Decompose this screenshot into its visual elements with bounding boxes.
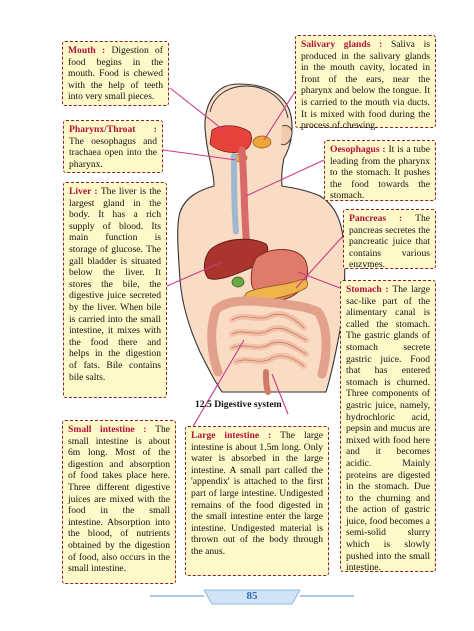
oesophagus-box: Oesophagus : It is a tube leading from the pharynx to the stomach. It pushes the food towards the stomach. — [324, 140, 436, 201]
oesophagus-title: Oesophagus — [330, 144, 380, 155]
stomach-box: Stomach : The large sac-like part of the alimentary canal is called the stomach. The gastric glands of stomach secrete gastric juice. Food that has entered stomach is churned. Three components of gastric juice, namely, hydrochloric acid, pepsin and mucus are mixed with food here and it becomes acidic. Mainly proteins are digested in the stomach. Due to the churning and the action of gastric juice, food becomes a semi-solid slurry which is slowly pushed into the small intestine. — [340, 280, 436, 572]
pharynx-box: Pharynx/Throat : The oesophagus and trachaea open into the pharynx. — [63, 120, 163, 173]
pancreas-text: The pancreas secretes the pancreatic juice that contains various enzymes. — [349, 213, 430, 271]
page-number-container — [204, 588, 300, 604]
page-number: 85 — [246, 590, 258, 602]
rectum-shape — [266, 372, 268, 392]
liver-text: The liver is the largest gland in the body. It has a rich supply of blood. Its main function is storage of glucose. The gall bladder is situated below the liver. It stores the bile, the digestive juice secreted by the liver. When bile is carried into the small intestine, it mixes with the food there and helps in the digestion of fats. Bile contains bile salts. — [69, 186, 162, 383]
large-intestine-text: The large intestine is about 1.5m long. Only water is absorbed in the large intestine. A small part called the 'appendix' is attached to the first part of large intestine. Undigested remains of the food digested in the small intestine enter the large intestine. Undigested material is thrown out of the body through the anus. — [191, 430, 323, 557]
small-intestine-title: Small intestine — [68, 424, 135, 435]
gall-bladder-shape — [232, 277, 244, 287]
large-intestine-box: Large intestine : The large intestine is about 1.5m long. Only water is absorbed in the large intestine. A small part called the 'appendix' is attached to the first part of large intestine. Undigested remains of the food digested in the small intestine enter the large intestine. Undigested material is thrown out of the body through the anus. — [185, 426, 329, 576]
small-intestine-text: The small intestine is about 6m long. Most of the digestion and absorption of food takes place here. Three different digestive juices are mixed with the food in the small intestine. Absorption into the blood, of nutrients obtained by the digestion of food, also occurs in the small intestine. — [68, 424, 171, 575]
trachea-tube — [234, 156, 236, 232]
pancreas-title: Pancreas — [349, 213, 387, 224]
liver-title: Liver — [69, 186, 92, 197]
mouth-text: Digestion of food begins in the mouth. Food is chewed with the help of teeth into very small pieces. — [68, 45, 163, 103]
pharynx-text: The oesophagus and trachaea open into the pharynx. — [69, 135, 157, 170]
mouth-box: Mouth : Digestion of food begins in the mouth. Food is chewed with the help of teeth into very small pieces. — [62, 41, 169, 106]
salivary-glands-box: Salivary glands : Saliva is produced in the salivary glands in the mouth cavity, located in front of the ears, near the pharynx and below the tongue. It is carried to the mouth via ducts. It is mixed with food during the process of chewing. — [295, 35, 436, 128]
salivary-title: Salivary glands — [301, 39, 371, 50]
large-intestine-title: Large intestine — [191, 430, 260, 441]
liver-box: Liver : The liver is the largest gland in the body. It has a rich supply of blood. Its main function is storage of glucose. The gall bladder is situated below the liver. It stores the bile, the digestive juice secreted by the liver. When bile is carried into the small intestine, it mixes with the food there and helps in the digestion of fats. Bile contains bile salts. — [63, 182, 167, 398]
stomach-text: The large sac-like part of the alimentary canal is called the stomach. The gastric glands of stomach secrete gastric juice. Food that has entered stomach is churned. Three components of gastric juice, namely, hydrochloric acid, pepsin and mucus are mixed with food here and it becomes acidic. Mainly proteins are digested in the stomach. Due to the churning and the action of gastric juice, food becomes a semi-solid slurry which is slowly pushed into the small intestine. — [346, 284, 430, 574]
small-intestine-box: Small intestine : The small intestine is about 6m long. Most of the digestion and absorption of food takes place here. Three different digestive juices are mixed with the food in the small intestine. Absorption into the blood, of nutrients obtained by the digestion of food, also occurs in the small intestine. — [62, 420, 176, 584]
mouth-cavity — [210, 126, 252, 153]
salivary-text: Saliva is produced in the salivary glands in the mouth cavity, located in front of the ears, near the pharynx and below the tongue. It is carried to the mouth via ducts. It is mixed with food during the process of chewing. — [301, 39, 430, 132]
pharynx-title: Pharynx/Throat — [69, 124, 136, 135]
stomach-title: Stomach — [346, 284, 382, 295]
oesophagus-text: It is a tube leading from the pharynx to the stomach. It pushes the food towards the stomach. — [330, 144, 431, 202]
salivary-gland-shape — [253, 136, 271, 148]
figure-caption: 12.5 Digestive system — [195, 399, 282, 410]
pancreas-box: Pancreas : The pancreas secretes the pancreatic juice that contains various enzymes. — [343, 209, 436, 269]
mouth-title: Mouth — [68, 45, 96, 56]
